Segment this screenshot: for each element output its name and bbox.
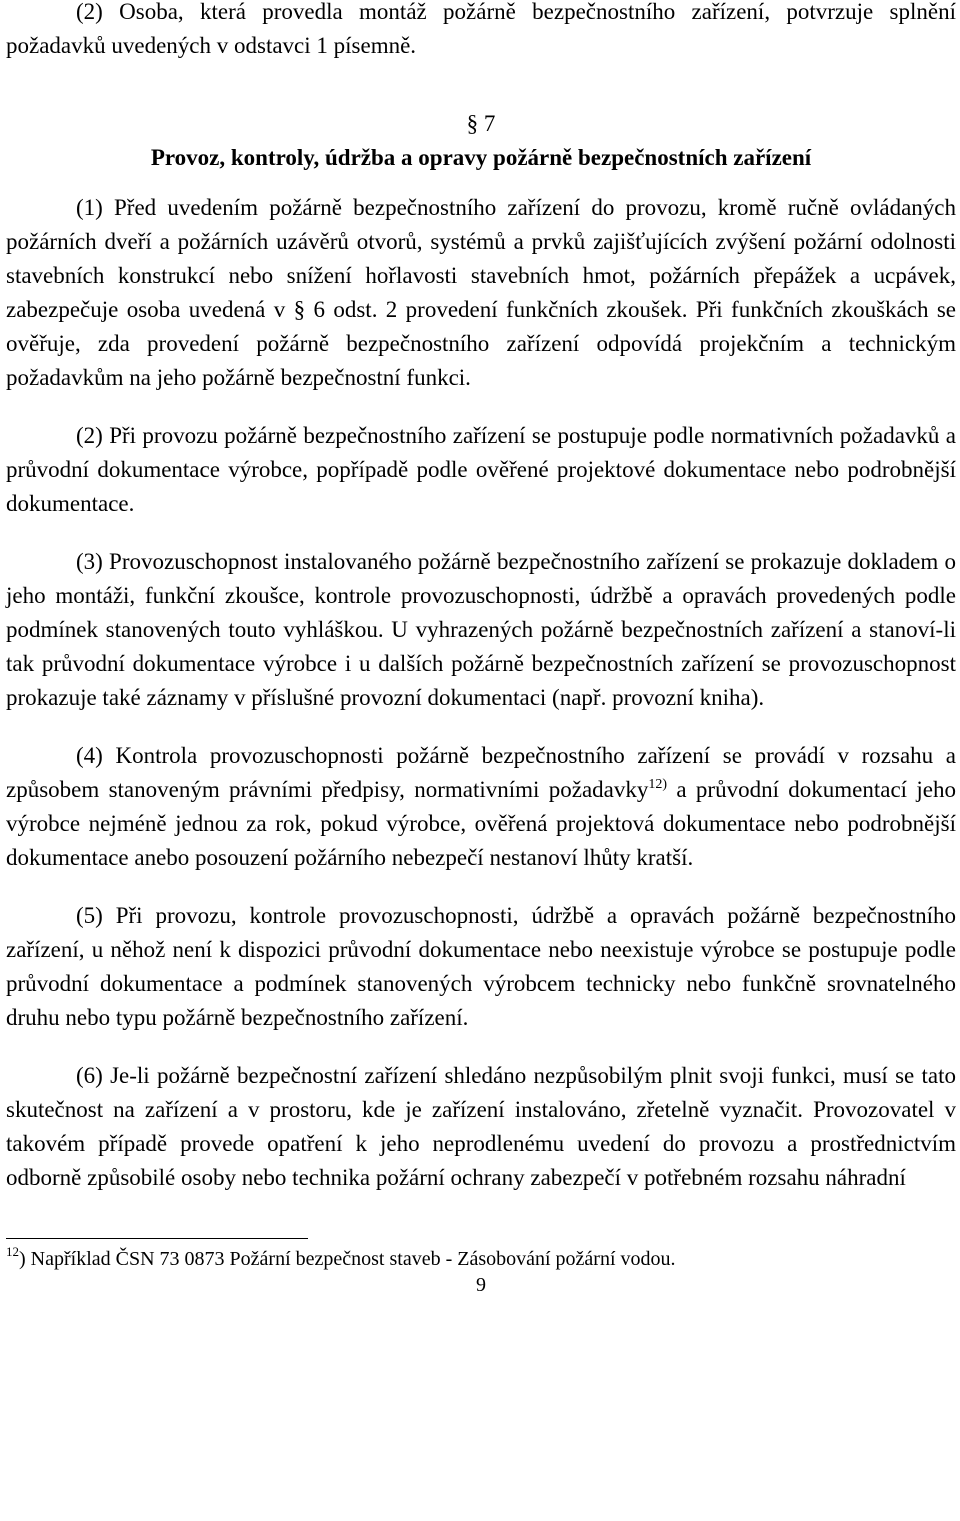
document-page bbox=[6, 0, 956, 1297]
paragraph-2: (2) Při provozu požárně bezpečnostního zařízení se postupuje podle normativních požadavků a průvodní dokumentace výrobce, popřípadě podle ověřené projektové dokumentace nebo podrobnější dokumentace. bbox=[6, 423, 956, 516]
footnote-marker: 12 bbox=[6, 1244, 19, 1259]
paragraph-4 bbox=[6, 739, 956, 875]
footnote-text: ) Například ČSN 73 0873 Požární bezpečnost staveb - Zásobování požární vodou. bbox=[19, 1248, 676, 1270]
footnote-reference: 12) bbox=[648, 777, 668, 792]
section-title: Provoz, kontroly, údržba a opravy požárně bezpečnostních zařízení bbox=[150, 145, 812, 170]
paragraph-5: (5) Při provozu, kontrole provozuschopnosti, údržbě a opravách požárně bezpečnostního zařízení, u něhož není k dispozici průvodní dokumentace nebo neexistuje výrobce se postupuje podle průvodní dokumentace a podmínek stanovených výrobcem technicky nebo funkčně srovnatelného druhu nebo typu požárně bezpečnostního zařízení. bbox=[6, 903, 956, 1030]
paragraph-6: (6) Je-li požárně bezpečnostní zařízení shledáno nezpůsobilým plnit svoji funkci, musí se tato skutečnost na zařízení a v prostoru, kde je zařízení instalováno, zřetelně vyznačit. Provozovatel v takovém případě provede opatření k jeho neprodlenému uvedení do provozu a prostřednictvím odborně způsobilé osoby nebo technika požární ochrany zabezpečí v potřebném rozsahu náhradní bbox=[6, 1063, 956, 1190]
section-number: § 7 bbox=[466, 111, 496, 136]
paragraph-4-text-end: a průvodní dokumentací jeho výrobce nejméně jednou za rok, pokud výrobce, ověřená projektová dokumentace nebo podrobnější dokumentace anebo posouzení požárního nebezpečí nestanoví lhůty kratší. bbox=[6, 777, 956, 870]
paragraph-1: (1) Před uvedením požárně bezpečnostního zařízení do provozu, kromě ručně ovládaných požárních dveří a požárních uzávěrů otvorů, systémů a prvků zajišťujících zvýšení požární odolnosti stavebních konstrukcí nebo snížení hořlavosti stavebních hmot, požárních přepážek a ucpávek, zabezpečuje osoba uvedená v § 6 odst. 2 provedení funkčních zkoušek. Při funkčních zkouškách se ověřuje, zda provedení požárně bezpečnostního zařízení odpovídá projekčním a technickým požadavkům na jeho požárně bezpečnostní funkci. bbox=[6, 195, 956, 390]
footnote bbox=[6, 1245, 956, 1273]
paragraph-4-text-start: (4) Kontrola provozuschopnosti požárně bezpečnostního zařízení se provádí v rozsahu a způsobem stanoveným právními předpisy, normativními požadavky bbox=[6, 743, 956, 802]
paragraph-intro-2: (2) Osoba, která provedla montáž požárně bezpečnostního zařízení, potvrzuje splnění požadavků uvedených v odstavci 1 písemně. bbox=[6, 0, 956, 58]
page-number: 9 bbox=[476, 1274, 486, 1296]
paragraph-3: (3) Provozuschopnost instalovaného požárně bezpečnostního zařízení se prokazuje dokladem o jeho montáži, funkční zkoušce, kontrole provozuschopnosti, údržbě a opravách provedených podle podmínek stanovených touto vyhláškou. U vyhrazených požárně bezpečnostních zařízení a stanoví-li tak průvodní dokumentace výrobce i u dalších požárně bezpečnostních zařízení se provozuschopnost prokazuje také záznamy v příslušné provozní dokumentaci (např. provozní kniha). bbox=[6, 549, 956, 710]
footnote-divider bbox=[6, 1238, 308, 1239]
